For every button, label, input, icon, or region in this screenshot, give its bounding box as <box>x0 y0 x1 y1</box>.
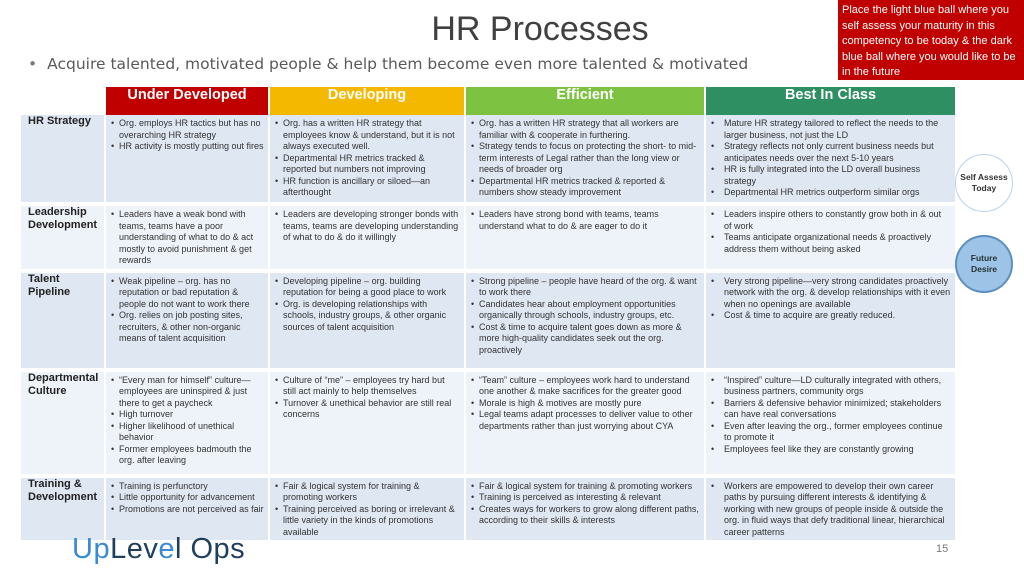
bullet-list <box>274 118 460 199</box>
list-item: • Leaders inspire others to constantly grow both in & out of work <box>710 209 951 232</box>
matrix-cell-best-in-class <box>705 206 955 269</box>
matrix-cell-developing <box>269 478 465 541</box>
list-item: • Developing pipeline – org. building reputation for being a good place to work <box>274 276 460 299</box>
matrix-cell-best-in-class <box>705 273 955 368</box>
matrix-cell-under-developed <box>105 206 269 269</box>
bullet-list <box>110 118 264 153</box>
matrix-row <box>21 273 955 368</box>
row-label: Departmental Culture <box>21 372 105 474</box>
list-item: • Cost & time to acquire talent goes down as more & more high-quality candidates seek out the org. proactively <box>470 322 700 357</box>
list-item: • Teams anticipate organizational needs & proactively address them without being asked <box>710 232 951 255</box>
list-item: • Training is perfunctory <box>110 481 264 493</box>
page-number: 15 <box>936 543 949 555</box>
matrix-cell-under-developed <box>105 273 269 368</box>
list-item: • Leaders are developing stronger bonds with teams, teams are developing understanding of what to do & do it willingly <box>274 209 460 244</box>
matrix-cell-developing <box>269 372 465 474</box>
list-item: • Morale is high & motives are mostly pure <box>470 398 700 410</box>
matrix-cell-efficient <box>465 478 705 541</box>
subtitle-text: Acquire talented, motivated people & help them become even more talented & motivated <box>47 55 749 73</box>
self-assess-ball[interactable] <box>955 154 1013 212</box>
matrix-cell-best-in-class <box>705 115 955 202</box>
list-item: • Departmental HR metrics tracked & reported but numbers not improving <box>274 153 460 176</box>
list-item: • Leaders have a weak bond with teams, teams have a poor understanding of what to do & act mostly to avoid punishment & get rewards <box>110 209 264 267</box>
list-item: • HR activity is mostly putting out fires <box>110 141 264 153</box>
list-item: • Weak pipeline – org. has no reputation or bad reputation & people do not want to work there <box>110 276 264 311</box>
column-header-efficient: Efficient <box>465 87 705 115</box>
bullet-list <box>470 209 700 232</box>
row-label: Training & Development <box>21 478 105 541</box>
row-label: Leadership Development <box>21 206 105 269</box>
column-header-under-developed: Under Developed <box>105 87 269 115</box>
bullet-list <box>470 118 700 199</box>
list-item: • Leaders have strong bond with teams, teams understand what to do & are eager to do it <box>470 209 700 232</box>
bullet-list <box>710 209 951 255</box>
list-item: • HR is fully integrated into the LD overall business strategy <box>710 164 951 187</box>
bullet-list <box>110 481 264 516</box>
matrix-cell-efficient <box>465 115 705 202</box>
matrix-cell-efficient <box>465 372 705 474</box>
list-item: • Fair & logical system for training & promoting workers <box>470 481 700 493</box>
list-item: • Even after leaving the org., former employees continue to promote it <box>710 421 951 444</box>
bullet-list <box>110 276 264 345</box>
list-item: • Creates ways for workers to grow along different paths, according to their skills & interests <box>470 504 700 527</box>
matrix-cell-best-in-class <box>705 372 955 474</box>
list-item: • Org. has a written HR strategy that all workers are familiar with & cooperate in furthering. <box>470 118 700 141</box>
bullet-list <box>710 276 951 322</box>
matrix-cell-developing <box>269 206 465 269</box>
matrix-cell-efficient <box>465 273 705 368</box>
list-item: • “Inspired” culture—LD culturally integrated with others, business partners, community orgs <box>710 375 951 398</box>
matrix-cell-under-developed <box>105 372 269 474</box>
column-header-best-in-class: Best In Class <box>705 87 955 115</box>
bullet-list <box>110 209 264 267</box>
list-item: • Training is perceived as interesting & relevant <box>470 492 700 504</box>
list-item: • Fair & logical system for training & promoting workers <box>274 481 460 504</box>
header-corner <box>21 87 105 115</box>
matrix-row <box>21 206 955 269</box>
matrix-cell-developing <box>269 273 465 368</box>
list-item: • Org. relies on job posting sites, recruiters, & other non-organic means of talent acquisition <box>110 310 264 345</box>
list-item: • Former employees badmouth the org. after leaving <box>110 444 264 467</box>
list-item: • “Team” culture – employees work hard to understand one another & make sacrifices for the greater good <box>470 375 700 398</box>
list-item: • High turnover <box>110 409 264 421</box>
maturity-matrix <box>20 87 955 540</box>
bullet-list <box>470 375 700 433</box>
matrix-row <box>21 372 955 474</box>
list-item: • Candidates hear about employment opportunities organically through schools, industry groups, etc. <box>470 299 700 322</box>
list-item: • Barriers & defensive behavior minimized; stakeholders can have real conversations <box>710 398 951 421</box>
bullet-list <box>710 375 951 456</box>
list-item: • Strong pipeline – people have heard of the org. & want to work there <box>470 276 700 299</box>
list-item: • Mature HR strategy tailored to reflect the needs to the larger business, not just the LD <box>710 118 951 141</box>
slide-title: HR Processes <box>431 10 649 48</box>
matrix-cell-best-in-class <box>705 478 955 541</box>
list-item: • Little opportunity for advancement <box>110 492 264 504</box>
list-item: • Departmental HR metrics outperform similar orgs <box>710 187 951 199</box>
list-item: • Legal teams adapt processes to deliver value to other departments rather than just worrying about CYA <box>470 409 700 432</box>
subtitle <box>28 55 748 73</box>
list-item: • Org. has a written HR strategy that employees know & understand, but it is not always executed well. <box>274 118 460 153</box>
future-desire-label: Future Desire <box>970 253 998 274</box>
matrix-row <box>21 478 955 541</box>
matrix-cell-under-developed <box>105 478 269 541</box>
matrix-row <box>21 115 955 202</box>
list-item: • Training perceived as boring or irrelevant & little variety in the kinds of promotions available <box>274 504 460 539</box>
list-item: • Promotions are not perceived as fair <box>110 504 264 516</box>
column-header-developing: Developing <box>269 87 465 115</box>
list-item: • Employees feel like they are constantly growing <box>710 444 951 456</box>
list-item: • Very strong pipeline—very strong candidates proactively network with the org. & develop relationships with it even when no openings are available <box>710 276 951 311</box>
list-item: • “Every man for himself” culture—employees are uninspired & just there to get a paycheck <box>110 375 264 410</box>
bullet-list <box>470 276 700 357</box>
bullet-icon: • <box>28 55 38 73</box>
list-item: • Turnover & unethical behavior are still real concerns <box>274 398 460 421</box>
list-item: • Cost & time to acquire are greatly reduced. <box>710 310 951 322</box>
uplevel-logo: UpLevel Ops <box>72 533 246 565</box>
list-item: • Departmental HR metrics tracked & reported & numbers show steady improvement <box>470 176 700 199</box>
bullet-list <box>274 276 460 334</box>
list-item: • Strategy reflects not only current business needs but anticipates needs over the next 5-10 years <box>710 141 951 164</box>
list-item: • Org. employs HR tactics but has no overarching HR strategy <box>110 118 264 141</box>
future-desire-ball[interactable] <box>955 235 1013 293</box>
self-assess-label: Self Assess Today <box>960 172 1008 193</box>
bullet-list <box>274 209 460 244</box>
bullet-list <box>470 481 700 527</box>
list-item: • Higher likelihood of unethical behavior <box>110 421 264 444</box>
matrix-cell-efficient <box>465 206 705 269</box>
instruction-note: Place the light blue ball where you self assess your maturity in this competency to be today & the dark blue ball where you would like to be in the future <box>838 0 1024 80</box>
list-item: • Workers are empowered to develop their own career paths by pursuing different interests & identifying & working with new groups of people inside & outside the org. in fluid ways that defy traditional linear, hierarchical career patterns <box>710 481 951 539</box>
matrix-cell-under-developed <box>105 115 269 202</box>
bullet-list <box>710 118 951 199</box>
list-item: • Strategy tends to focus on protecting the short- to mid-term interests of Legal rather than the long view or needs of broader org <box>470 141 700 176</box>
row-label: Talent Pipeline <box>21 273 105 368</box>
bullet-list <box>710 481 951 539</box>
bullet-list <box>110 375 264 467</box>
bullet-list <box>274 375 460 421</box>
matrix-cell-developing <box>269 115 465 202</box>
list-item: • HR function is ancillary or siloed—an afterthought <box>274 176 460 199</box>
list-item: • Culture of “me” – employees try hard but still act mainly to help themselves <box>274 375 460 398</box>
list-item: • Org. is developing relationships with schools, industry groups, & other organic sources of talent acquisition <box>274 299 460 334</box>
header-row <box>21 87 955 115</box>
row-label: HR Strategy <box>21 115 105 202</box>
bullet-list <box>274 481 460 539</box>
